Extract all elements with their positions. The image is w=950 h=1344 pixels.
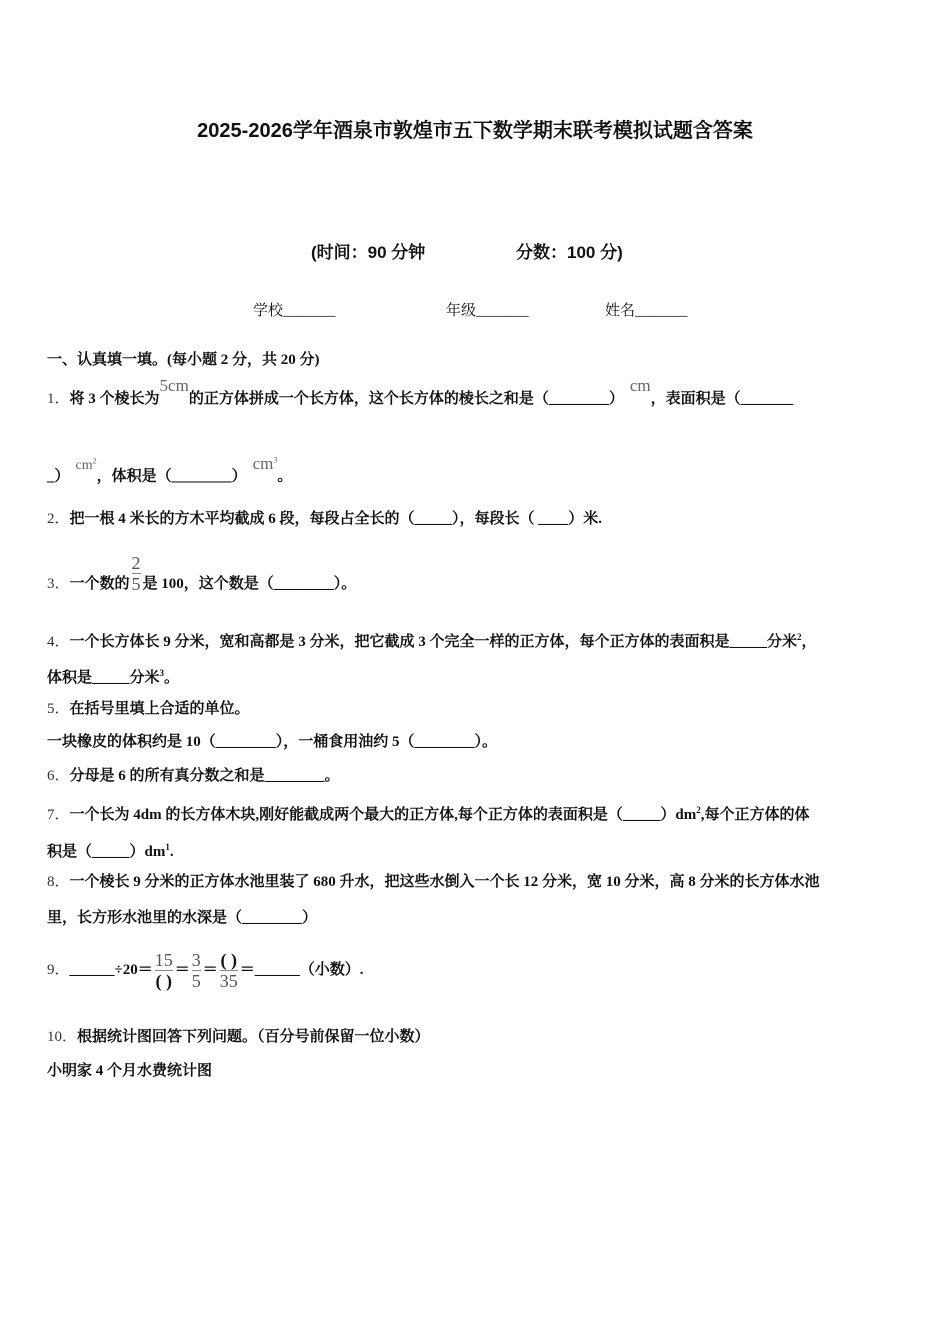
q1-text: 的正方体拼成一个长方体，这个长方体的棱长之和是（________） xyxy=(188,391,624,407)
unit-sup: 3 xyxy=(273,455,278,464)
question-1 xyxy=(47,376,794,409)
question-8-cont: 里，长方形水池里的水深是（________） xyxy=(47,910,318,926)
q5-text: 在括号里填上合适的单位。 xyxy=(69,701,250,717)
grade-field: 年级_______ xyxy=(446,303,529,319)
question-5 xyxy=(47,699,250,719)
q2-text: 把一根 4 米长的方木平均截成 6 段，每段占全长的（_____），每段长（ ____）米. xyxy=(69,511,603,527)
denominator: ( ) xyxy=(155,970,172,991)
question-number: 9． xyxy=(47,962,70,978)
unit-text: cm xyxy=(252,453,274,473)
q1-text: ，表面积是（_______ xyxy=(650,391,794,407)
question-1-cont xyxy=(47,453,293,488)
question-6 xyxy=(47,766,340,786)
question-4-cont xyxy=(47,663,179,688)
question-number: 7． xyxy=(47,807,70,823)
question-number: 8． xyxy=(47,874,70,890)
fraction xyxy=(192,950,201,991)
superscript: 2 xyxy=(696,805,701,815)
q10-text: 根据统计图回答下列问题。（百分号前保留一位小数） xyxy=(77,1029,430,1045)
q6-text: 分母是 6 的所有真分数之和是________。 xyxy=(69,768,340,784)
equals: ＝ xyxy=(202,962,218,978)
fraction xyxy=(132,553,141,594)
q1-text: ，体积是（________） xyxy=(96,468,247,485)
unit-label: 5cm xyxy=(159,376,189,395)
superscript: 3 xyxy=(159,668,165,678)
denominator: 5 xyxy=(131,574,141,594)
section-heading: 一、认真填一填。(每小题 2 分，共 20 分) xyxy=(47,352,320,368)
unit-label xyxy=(76,458,97,473)
q3-text: 是 100，这个数是（________）。 xyxy=(142,576,357,592)
question-number: 10． xyxy=(47,1029,78,1045)
school-field: 学校_______ xyxy=(253,303,336,319)
question-5-cont: 一块橡皮的体积约是 10（________），一桶食用油约 5（________）。 xyxy=(47,734,498,750)
question-9 xyxy=(47,940,364,1000)
q4-text: 一个长方体长 9 分米，宽和高都是 3 分米，把它截成 3 个完全一样的正方体，每个正方体的表面积是_____分米 xyxy=(69,634,798,650)
numerator: 3 xyxy=(191,949,201,970)
exam-score: 分数：100 分) xyxy=(516,243,623,262)
q3-text: 一个数的 xyxy=(69,576,130,592)
exam-time: (时间：90 分钟 xyxy=(311,243,426,262)
question-10 xyxy=(47,1027,430,1047)
question-2 xyxy=(47,509,602,529)
q9-text: ＝______（小数）. xyxy=(239,962,364,978)
q4-text: ， xyxy=(801,634,817,650)
numerator: 2 xyxy=(131,553,141,573)
denominator: 5 xyxy=(191,970,201,991)
numerator: 15 xyxy=(154,949,173,970)
chart-caption: 小明家 4 个月水费统计图 xyxy=(47,1063,213,1079)
numerator: ( ) xyxy=(220,949,238,970)
q7-text: ,每个正方体的体 xyxy=(700,807,810,823)
q9-text: ______÷20＝ xyxy=(69,962,153,978)
q1-text: 将 3 个棱长为 xyxy=(69,391,160,407)
question-8 xyxy=(47,872,820,892)
q1-text: 。 xyxy=(277,468,293,485)
equals: ＝ xyxy=(174,962,190,978)
unit-label xyxy=(253,454,278,473)
name-field: 姓名_______ xyxy=(605,303,688,319)
question-4 xyxy=(47,627,817,652)
q7-text: 一个长为 4dm 的长方体木块,刚好能截成两个最大的正方体,每个正方体的表面积是（_____）dm xyxy=(69,807,697,823)
unit-sup: 2 xyxy=(92,456,97,465)
q7-text: 积是（_____）dm xyxy=(47,844,166,860)
q1-text: _） xyxy=(47,468,70,485)
fraction xyxy=(220,950,238,991)
question-number: 5． xyxy=(47,701,70,717)
q8-text: 一个棱长 9 分米的正方体水池里装了 680 升水，把这些水倒入一个长 12 分米，宽 10 分米，高 8 分米的长方体水池 xyxy=(69,874,820,890)
fraction xyxy=(155,950,173,991)
question-number: 1． xyxy=(47,391,70,407)
denominator: 35 xyxy=(219,970,238,991)
q4-text: 体积是_____分米 xyxy=(47,670,160,686)
question-number: 6． xyxy=(47,768,70,784)
document-title: 2025-2026学年酒泉市敦煌市五下数学期末联考模拟试题含答案 xyxy=(197,120,753,142)
question-number: 4． xyxy=(47,634,70,650)
question-3 xyxy=(47,544,356,594)
question-7-cont xyxy=(47,837,174,862)
unit-label: cm xyxy=(629,376,651,395)
question-7 xyxy=(47,800,809,825)
q7-text: . xyxy=(169,844,174,860)
question-number: 3． xyxy=(47,576,70,592)
unit-text: cm xyxy=(75,457,93,473)
question-number: 2． xyxy=(47,511,70,527)
superscript: 2 xyxy=(797,632,802,642)
q4-text: 。 xyxy=(164,670,180,686)
superscript: 1 xyxy=(165,842,170,852)
